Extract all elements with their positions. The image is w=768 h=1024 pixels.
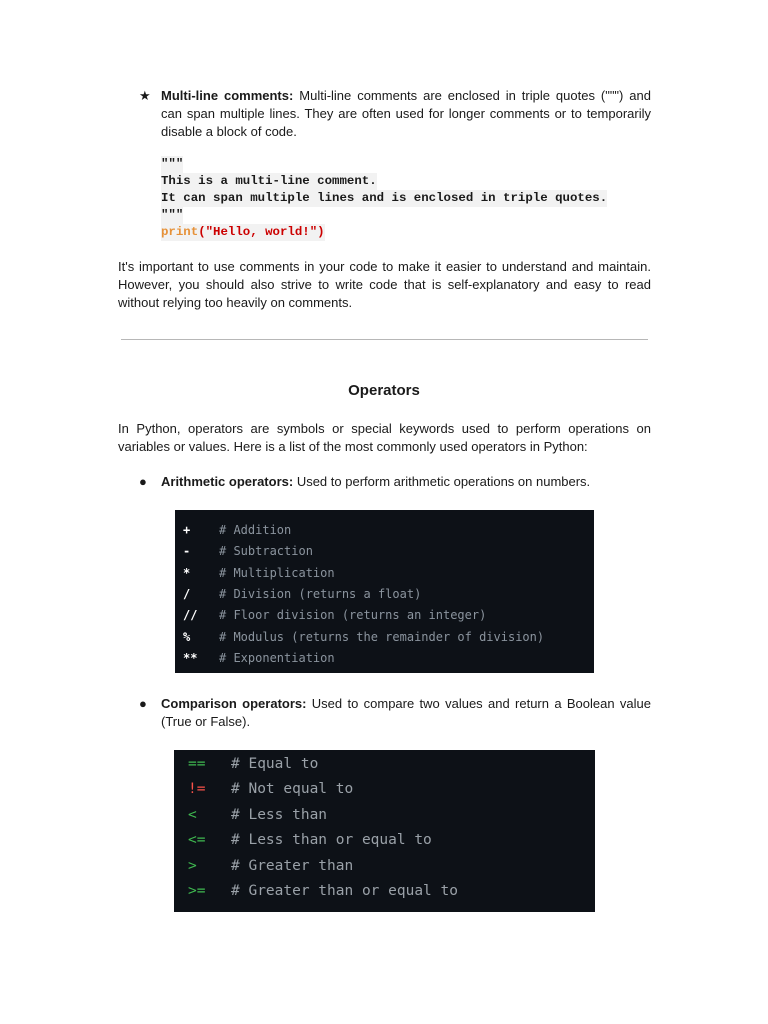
- operator-comment: # Floor division (returns an integer): [219, 608, 487, 623]
- arithmetic-operators-description: Used to perform arithmetic operations on numbers.: [293, 474, 591, 489]
- code-line: """: [161, 157, 184, 171]
- code-line: """: [161, 208, 184, 222]
- operator-comment: # Greater than or equal to: [231, 883, 458, 899]
- code-row: [174, 781, 595, 803]
- arithmetic-operators-bullet: [139, 473, 651, 491]
- code-row: [174, 756, 595, 778]
- operator-symbol: //: [183, 608, 198, 623]
- operator-comment: # Greater than: [231, 857, 354, 874]
- arithmetic-operators-label: Arithmetic operators:: [161, 474, 294, 489]
- operator-symbol: *: [183, 565, 191, 580]
- operator-symbol: /: [183, 586, 191, 601]
- operator-comment: # Not equal to: [231, 781, 354, 798]
- comparison-code-block: [174, 750, 595, 912]
- operator-symbol: >: [188, 857, 197, 874]
- operator-symbol: -: [183, 544, 191, 559]
- operator-comment: # Modulus (returns the remainder of division): [219, 629, 545, 644]
- code-line: This is a multi-line comment.: [161, 174, 377, 188]
- operators-heading: Operators: [348, 382, 420, 399]
- comparison-operators-description: Used to compare two values and return a Boolean value (True or False).: [161, 696, 651, 729]
- code-line-print: [161, 224, 607, 241]
- multiline-comments-label: Multi-line comments:: [161, 88, 294, 103]
- arithmetic-code-block: [175, 510, 594, 673]
- code-row: [175, 544, 594, 562]
- code-line: It can span multiple lines and is enclosed in triple quotes.: [161, 191, 608, 205]
- comments-paragraph: It's important to use comments in your code to make it easier to understand and maintain. However, you should also strive to write code that is self-explanatory and easy to read without relying too heavily on comments.: [118, 259, 651, 310]
- multiline-comments-description: Multi-line comments are enclosed in triple quotes (""") and can span multiple lines. They are often used for longer comments or to temporarily disable a block of code.: [161, 88, 651, 139]
- dot-bullet-icon: ●: [139, 474, 147, 489]
- operator-comment: # Equal to: [231, 756, 319, 772]
- operator-symbol: ==: [188, 756, 206, 772]
- code-row: [175, 587, 594, 605]
- comparison-operators-label: Comparison operators:: [161, 696, 307, 711]
- comparison-operators-text: [161, 695, 651, 731]
- operator-symbol: +: [183, 523, 191, 537]
- code-row: [175, 566, 594, 584]
- code-row: [175, 651, 594, 669]
- operator-comment: # Exponentiation: [219, 650, 335, 665]
- code-row: [175, 630, 594, 648]
- operator-symbol: %: [183, 629, 191, 644]
- code-row: [174, 832, 595, 854]
- code-row: [175, 523, 594, 541]
- operator-symbol: <=: [188, 832, 206, 849]
- code-row: [174, 858, 595, 880]
- operator-comment: # Less than: [231, 806, 328, 823]
- operator-comment: # Addition: [219, 523, 292, 537]
- operator-symbol: <: [188, 806, 197, 823]
- multiline-comments-text: [161, 87, 651, 141]
- arithmetic-operators-text: [161, 473, 651, 491]
- operator-comment: # Less than or equal to: [231, 832, 432, 849]
- operator-comment: # Subtraction: [219, 544, 313, 559]
- operators-intro-paragraph: In Python, operators are symbols or special keywords used to perform operations on variables or values. Here is a list of the most commonly used operators in Python:: [118, 421, 651, 454]
- operator-symbol: >=: [188, 883, 206, 899]
- operator-symbol: !=: [188, 781, 206, 798]
- print-arguments: ("Hello, world!"): [198, 225, 325, 239]
- operator-comment: # Multiplication: [219, 565, 335, 580]
- dot-bullet-icon: ●: [139, 696, 147, 711]
- section-divider: [121, 339, 648, 340]
- print-keyword: print: [161, 225, 199, 239]
- multiline-code-example: [161, 156, 607, 241]
- code-row: [174, 807, 595, 829]
- star-bullet-icon: ★: [139, 88, 151, 103]
- operator-symbol: **: [183, 650, 198, 665]
- code-row: [175, 608, 594, 626]
- multiline-comments-bullet: [139, 87, 651, 141]
- code-row: [174, 883, 595, 905]
- operator-comment: # Division (returns a float): [219, 586, 422, 601]
- comparison-operators-bullet: [139, 695, 651, 731]
